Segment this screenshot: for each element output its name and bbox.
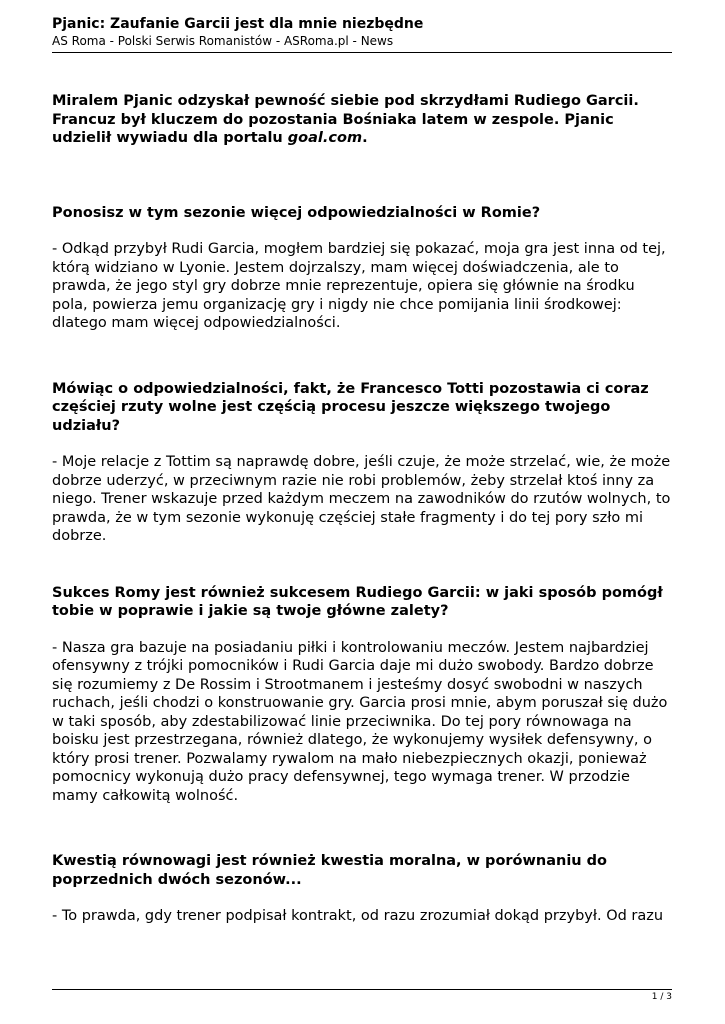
interview-question: Sukces Romy jest również sukcesem Rudiego Garcii: w jaki sposób pomógł tobie w poprawie i jakie są twoje główne zalety? xyxy=(52,584,663,619)
article-body xyxy=(52,92,672,952)
footer-divider xyxy=(52,989,672,990)
interview-question: Kwestią równowagi jest również kwestia moralna, w porównaniu do poprzednich dwóch sezonów... xyxy=(52,853,608,888)
interview-answer: - Moje relacje z Tottim są naprawdę dobre, jeśli czuje, że może strzelać, wie, że może dobrze uderzyć, w przeciwnym razie nie robi problemów, żeby strzelał ktoś inny za niego. Trener wskazuje przed każdym meczem na zawodników do rzutów wolnych, to prawda, że w tym sezonie wykonuję częściej stałe fragmenty i do tej pory szło mi dobrze. xyxy=(52,454,671,544)
interview-answer: - Odkąd przybył Rudi Garcia, mogłem bardziej się pokazać, moja gra jest inna od tej, którą widziano w Lyonie. Jestem dojrzalszy, mam więcej doświadczenia, ale to prawda, że jego styl gry dobrze mnie reprezentuje, opiera się głównie na środku pola, powierza jemu organizację gry i nigdy nie chce pomijania linii środkowej: dlatego mam więcej odpowiedzialności. xyxy=(52,241,666,331)
interview-answer: - Nasza gra bazuje na posiadaniu piłki i kontrolowaniu meczów. Jestem najbardziej ofensywny z trójki pomocników i Rudi Garcia daje mi dużo swobody. Bardzo dobrze się rozumiemy z De Rossim i Strootmanem i jesteśmy dosyć swobodni w naszych ruchach, jeśli chodzi o konstruowanie gry. Garcia prosi mnie, abym poruszał się dużo w taki sposób, aby zdestabilizować linie przeciwnika. Do tej pory równowaga na boisku jest przestrzegana, również dlatego, że wykonujemy wysiłek defensywny, o który prosi trener. Pozwalamy rywalom na mało niebezpiecznych okazji, ponieważ pomocnicy wykonują dużo pracy defensywnej, tego wymaga trener. W przodzie mamy całkowitą wolność. xyxy=(52,639,668,804)
header-divider xyxy=(52,52,672,53)
article-title: Pjanic: Zaufanie Garcii jest dla mnie niezbędne xyxy=(52,16,424,32)
page-header xyxy=(52,15,672,50)
page-number: 1 / 3 xyxy=(651,992,672,1002)
interview-question: Mówiąc o odpowiedzialności, fakt, że Francesco Totti pozostawia ci coraz częściej rzuty wolne jest częścią procesu jeszcze większego twojego udziału? xyxy=(52,380,649,434)
interview-answer: - To prawda, gdy trener podpisał kontrakt, od razu zrozumiał dokąd przybył. Od razu xyxy=(52,908,664,924)
lead-text: Miralem Pjanic odzyskał pewność siebie pod skrzydłami Rudiego Garcii. Francuz był kluczem do pozostania Bośniaka latem w zespole. Pjanic udzielił wywiadu dla portalu xyxy=(52,93,639,146)
interview-question: Ponosisz w tym sezonie więcej odpowiedzialności w Romie? xyxy=(52,204,541,221)
article-lead xyxy=(52,92,672,148)
site-subtitle: AS Roma - Polski Serwis Romanistów - ASRoma.pl - News xyxy=(52,34,394,48)
lead-end: . xyxy=(362,130,368,146)
lead-source: goal.com xyxy=(287,130,363,146)
